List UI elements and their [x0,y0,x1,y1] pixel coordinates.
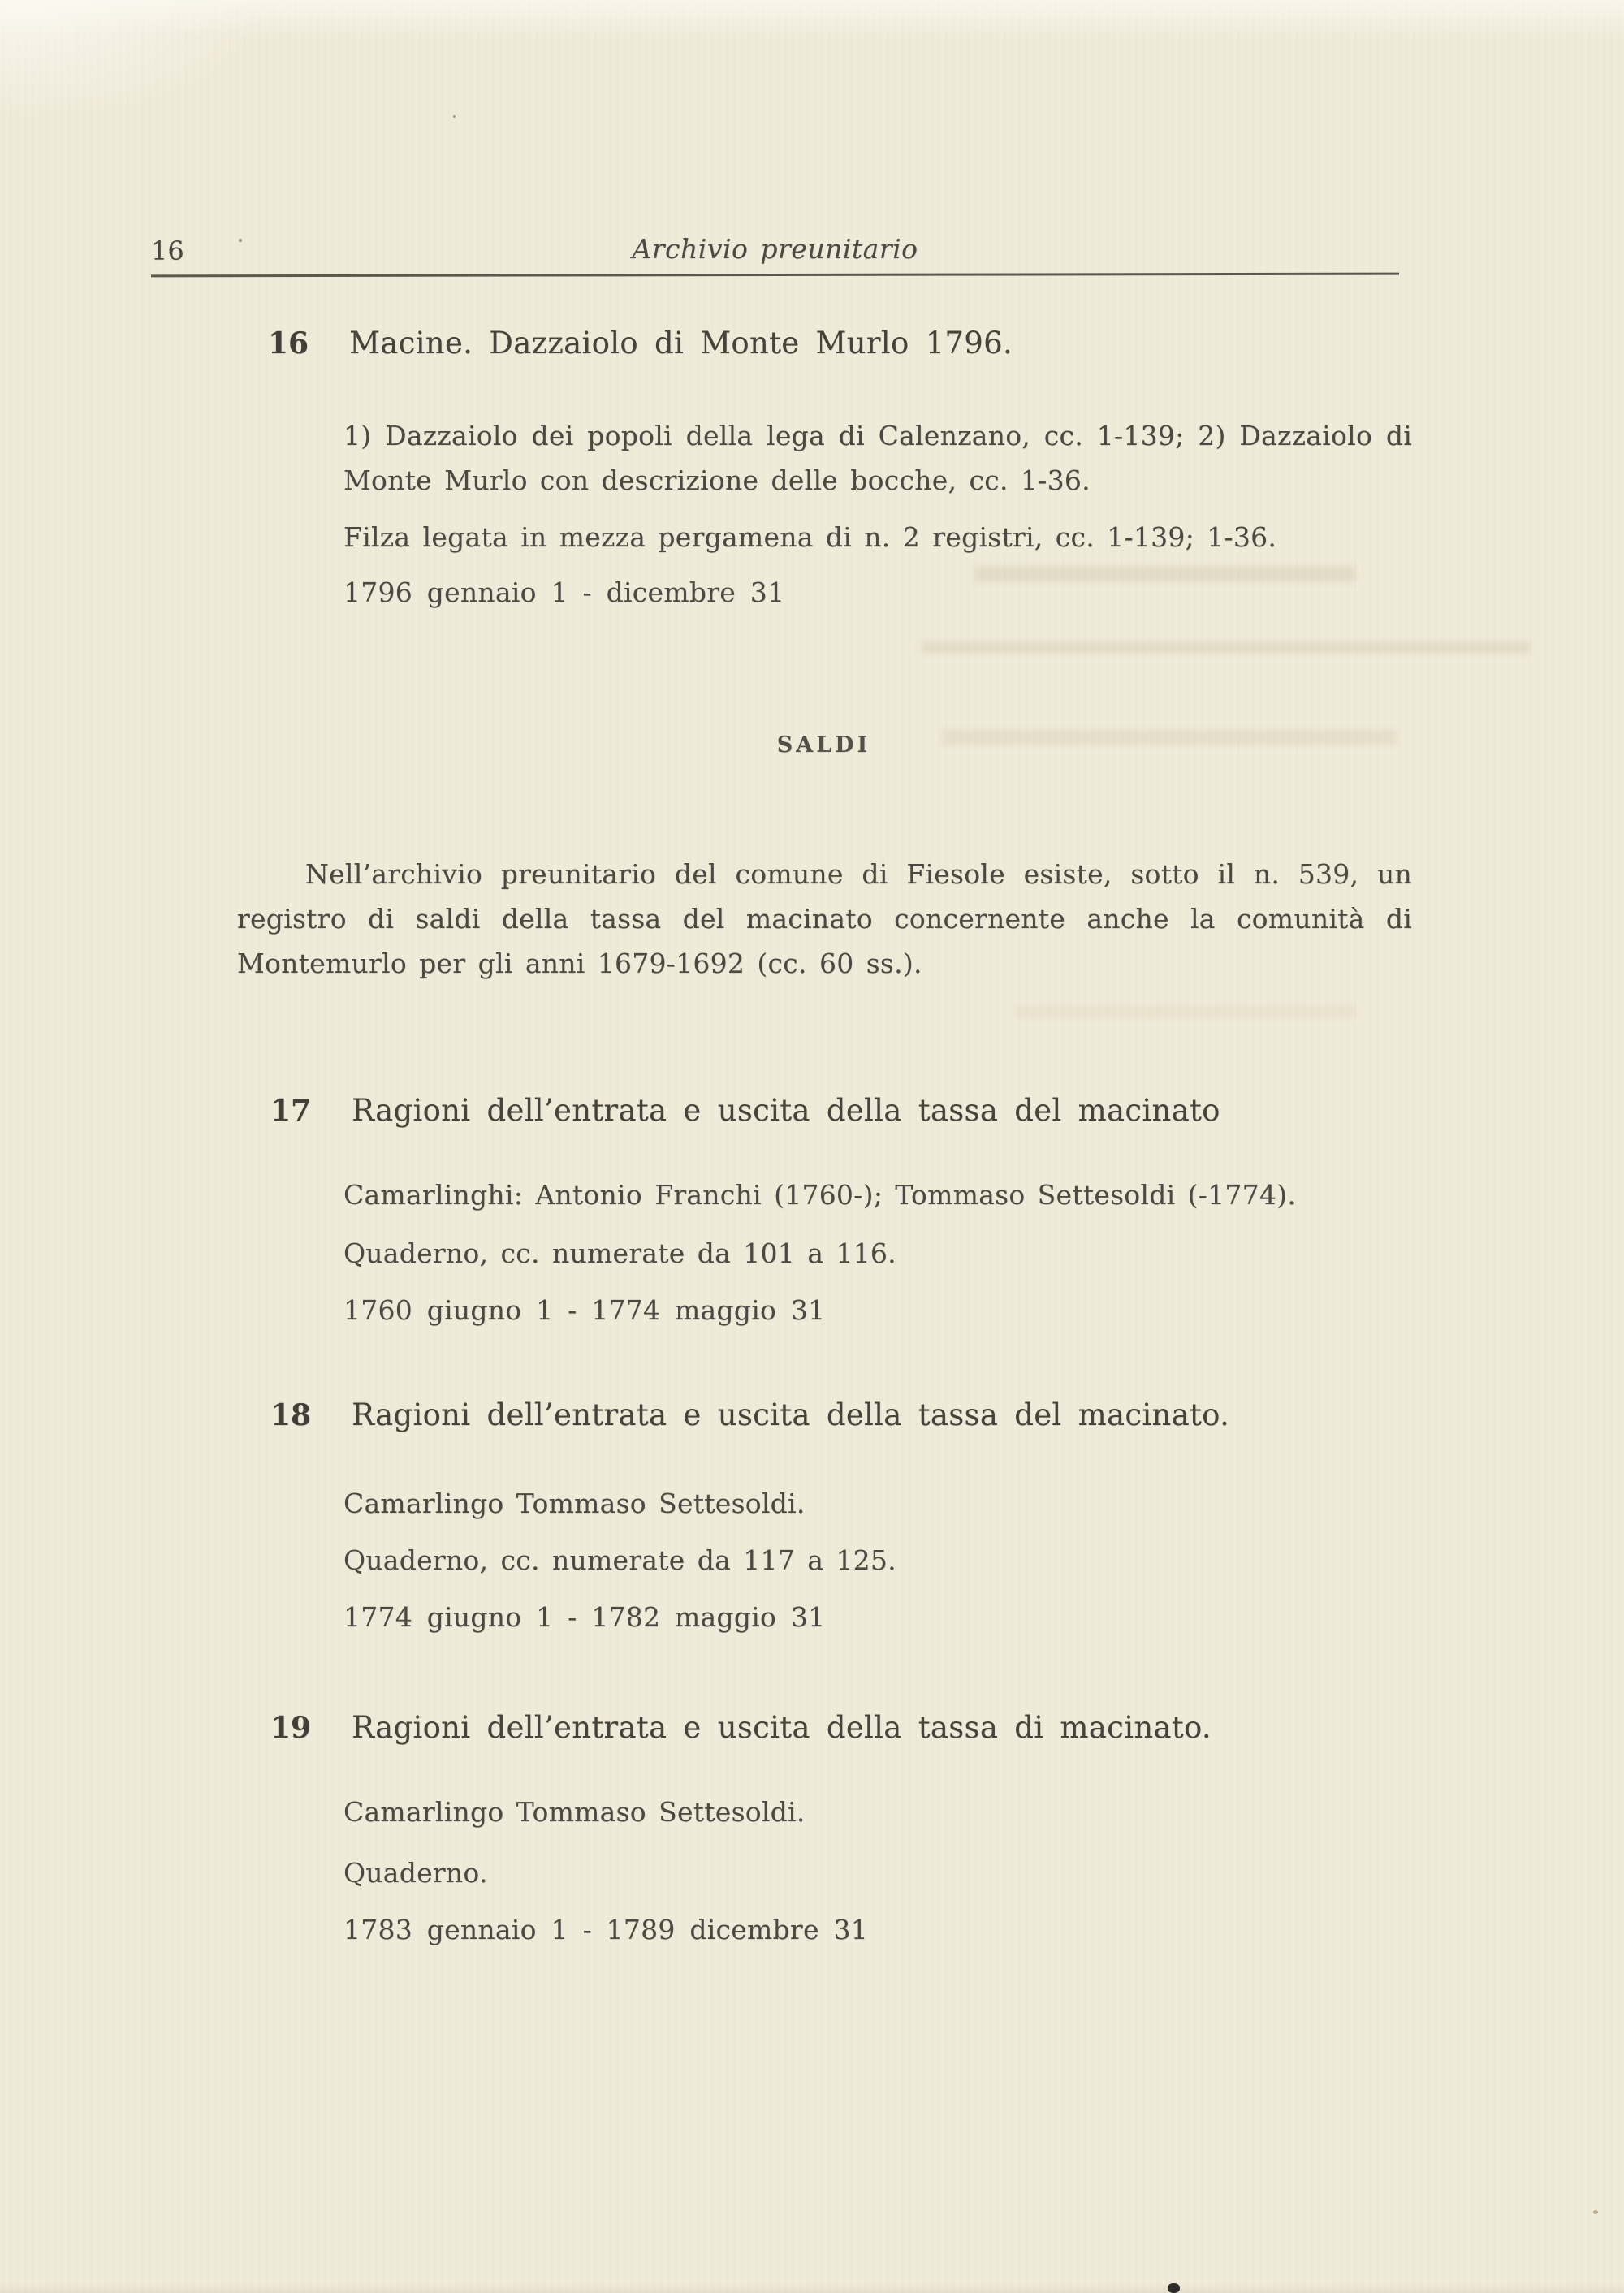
running-title: Archivio preunitario [632,233,918,265]
show-through-ghost [922,641,1531,654]
show-through-ghost [974,566,1356,582]
entry-physical-description: Quaderno. [343,1857,488,1889]
paper-speck [453,115,456,118]
entry-description: Camarlingo Tommaso Settesoldi. [343,1488,806,1519]
paper-speck [239,239,242,242]
entry-19-heading [270,1710,1212,1746]
entry-number: 18 [270,1398,312,1432]
entry-title: Ragioni dell’entrata e uscita della tassa di macinato. [352,1710,1212,1745]
entry-date-range: 1774 giugno 1 - 1782 maggio 31 [343,1601,826,1633]
entry-description: 1) Dazzaiolo dei popoli della lega di Calenzano, cc. 1-139; 2) Dazzaiolo di Monte Murlo con descrizione delle bocche, cc. 1-36. [343,420,1412,496]
entry-title: Macine. Dazzaiolo di Monte Murlo 1796. [349,326,1013,361]
entry-18-heading [270,1397,1229,1433]
entry-date-range: 1783 gennaio 1 - 1789 dicembre 31 [343,1914,868,1945]
entry-physical-description: Quaderno, cc. numerate da 101 a 116. [343,1237,896,1269]
page-number: 16 [151,235,184,266]
paper-speck [1168,2283,1180,2293]
entry-date-range: 1760 giugno 1 - 1774 maggio 31 [343,1294,826,1326]
entry-number: 17 [270,1094,312,1128]
entry-16-heading [268,326,1013,361]
header-rule [151,273,1399,278]
entry-title: Ragioni dell’entrata e uscita della tassa del macinato [352,1093,1220,1128]
entry-description: Camarlingo Tommaso Settesoldi. [343,1796,806,1828]
section-heading: SALDI [776,732,871,758]
show-through-ghost [942,729,1397,745]
entry-17-heading [270,1093,1220,1129]
paper-speck [1593,2210,1598,2214]
entry-title: Ragioni dell’entrata e uscita della tassa del macinato. [352,1397,1230,1432]
entry-physical-description: Filza legata in mezza pergamena di n. 2 registri, cc. 1-139; 1-36. [343,521,1277,553]
entry-number: 19 [270,1711,312,1745]
show-through-ghost [1015,1005,1356,1018]
intro-paragraph: Nell’archivio preunitario del comune di Fiesole esiste, sotto il n. 539, un registro di saldi della tassa del macinato concernente anche la comunità di Montemurlo per gli anni 1679-1692 (cc. 60 ss.). [237,858,1412,979]
entry-physical-description: Quaderno, cc. numerate da 117 a 125. [343,1544,896,1576]
entry-description: Camarlinghi: Antonio Franchi (1760-); Tommaso Settesoldi (-1774). [343,1179,1297,1211]
entry-date-range: 1796 gennaio 1 - dicembre 31 [343,576,785,608]
entry-number: 16 [268,326,309,361]
